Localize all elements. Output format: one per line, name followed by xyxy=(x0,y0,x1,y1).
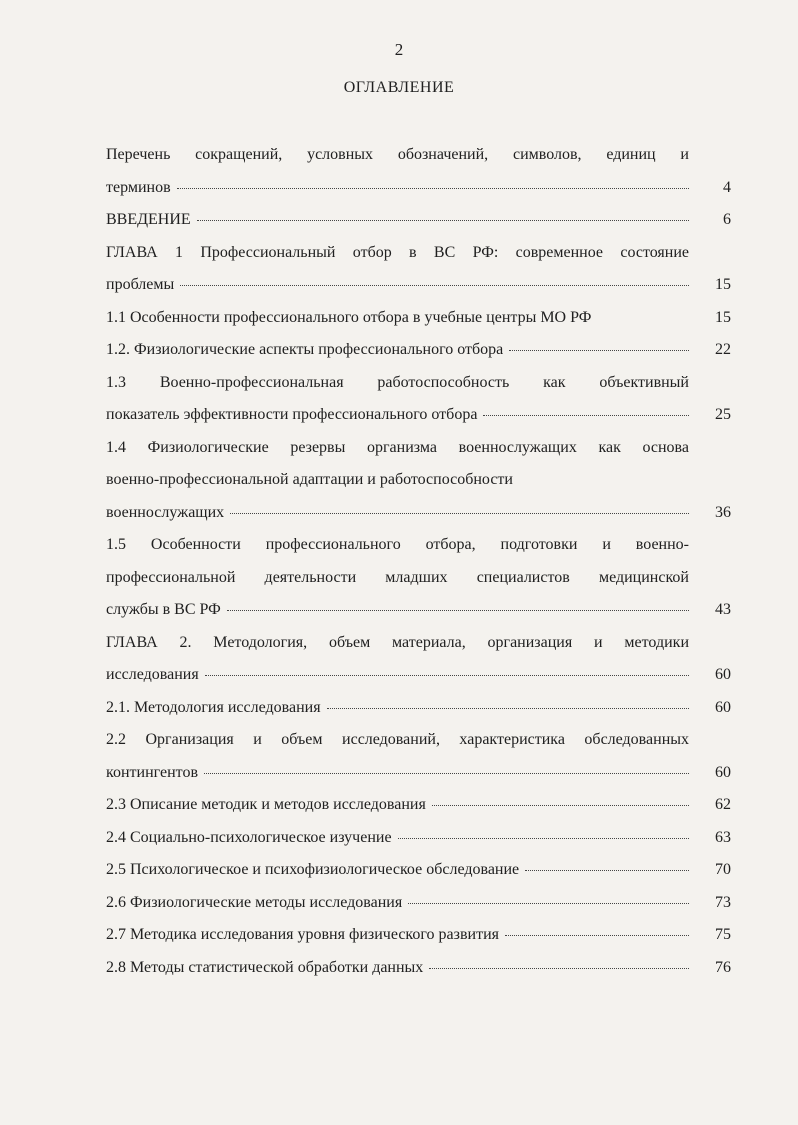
toc-page-number: 60 xyxy=(715,698,731,716)
toc-entry-line: 1.4 Физиологические резервы организма военнослужащих как основа xyxy=(106,438,689,456)
toc-page-number: 60 xyxy=(715,763,731,781)
toc-page-number: 36 xyxy=(715,503,731,521)
toc-entry-1-1[interactable] xyxy=(106,302,737,335)
toc-entry-chapter-1[interactable] xyxy=(106,237,737,302)
toc-page-number: 6 xyxy=(723,211,731,228)
page-title: ОГЛАВЛЕНИЕ xyxy=(343,79,455,96)
toc-entry-2-4[interactable] xyxy=(106,822,737,855)
toc-entry-line: 1.3 Военно-профессиональная работоспособность как объективный xyxy=(106,373,689,391)
toc-entry-line: 1.1 Особенности профессионального отбора в учебные центры МО РФ xyxy=(106,308,592,326)
dot-leader xyxy=(205,674,689,676)
toc-entry-1-4[interactable] xyxy=(106,432,737,530)
toc-entry-2-5[interactable] xyxy=(106,854,737,887)
dot-leader xyxy=(483,414,689,416)
toc-entry-2-2[interactable] xyxy=(106,724,737,789)
toc-entry-2-8[interactable] xyxy=(106,952,737,985)
toc-entry-line: 2.5 Психологическое и психофизиологическое обследование xyxy=(106,861,520,878)
toc-entry-line: 2.1. Методология исследования xyxy=(106,698,321,716)
toc-entry-line: профессиональной деятельности младших специалистов медицинской xyxy=(106,568,689,586)
toc-page-number: 76 xyxy=(715,958,731,976)
toc-page-number: 70 xyxy=(715,861,731,878)
toc-page-number: 4 xyxy=(723,178,731,196)
toc-page-number: 73 xyxy=(715,893,731,911)
toc-entry-line: 2.3 Описание методик и методов исследования xyxy=(106,796,426,813)
toc-entry-line: исследования xyxy=(106,666,199,683)
toc-page-number: 15 xyxy=(715,308,731,326)
toc-entry-line: военнослужащих xyxy=(106,503,225,521)
dot-leader xyxy=(204,772,689,774)
toc-page-number: 25 xyxy=(715,406,731,423)
dot-leader xyxy=(429,967,689,969)
toc-entry-introduction[interactable] xyxy=(106,204,737,237)
toc-entry-line: показатель эффективности профессионального отбора xyxy=(106,406,478,423)
toc-entry-line: ВВЕДЕНИЕ xyxy=(106,211,191,228)
dot-leader xyxy=(432,804,689,806)
toc-entry-line: контингентов xyxy=(106,763,198,781)
toc-entry-line: 1.2. Физиологические аспекты профессионального отбора xyxy=(106,341,504,358)
toc-page-number: 15 xyxy=(715,276,731,293)
toc-page-number: 75 xyxy=(715,926,731,943)
dot-leader xyxy=(398,837,689,839)
dot-leader xyxy=(509,349,689,351)
toc-page-number: 22 xyxy=(715,341,731,358)
toc-entry-2-6[interactable] xyxy=(106,887,737,920)
toc-entry-line: 2.6 Физиологические методы исследования xyxy=(106,893,403,911)
dot-leader xyxy=(525,869,689,871)
dot-leader xyxy=(197,219,689,221)
dot-leader xyxy=(230,512,689,514)
toc-page-number: 60 xyxy=(715,666,731,683)
toc-entry-line: Перечень сокращений, условных обозначений, символов, единиц и xyxy=(106,146,689,163)
toc-entry-1-2[interactable] xyxy=(106,334,737,367)
dot-leader xyxy=(408,902,689,904)
dot-leader xyxy=(327,707,689,709)
toc-entry-1-3[interactable] xyxy=(106,367,737,432)
dot-leader xyxy=(177,187,689,189)
table-of-contents xyxy=(106,139,737,984)
toc-page-number: 43 xyxy=(715,601,731,618)
toc-page-number: 63 xyxy=(715,828,731,846)
toc-entry-line: 2.7 Методика исследования уровня физического развития xyxy=(106,926,499,943)
toc-entry-chapter-2[interactable] xyxy=(106,627,737,692)
toc-entry-line: 2.2 Организация и объем исследований, характеристика обследованных xyxy=(106,731,689,748)
toc-entry-line: службы в ВС РФ xyxy=(106,601,221,618)
dot-leader xyxy=(505,934,689,936)
toc-entry-line: ГЛАВА 1 Профессиональный отбор в ВС РФ: современное состояние xyxy=(106,243,689,261)
dot-leader xyxy=(180,284,689,286)
toc-entry-line: 1.5 Особенности профессионального отбора, подготовки и военно- xyxy=(106,536,689,553)
toc-entry-2-3[interactable] xyxy=(106,789,737,822)
dot-leader xyxy=(227,609,689,611)
toc-entry-line: проблемы xyxy=(106,276,175,293)
toc-entry-line: военно-профессиональной адаптации и работоспособности xyxy=(106,471,513,488)
dot-leader xyxy=(597,317,689,319)
toc-entry-2-7[interactable] xyxy=(106,919,737,952)
toc-entry-line: терминов xyxy=(106,178,171,196)
toc-entry-line: 2.4 Социально-психологическое изучение xyxy=(106,828,392,846)
toc-entry-line: 2.8 Методы статистической обработки данных xyxy=(106,958,424,976)
page-number: 2 xyxy=(394,40,404,59)
toc-entry-1-5[interactable] xyxy=(106,529,737,627)
toc-entry-2-1[interactable] xyxy=(106,692,737,725)
toc-entry-line: ГЛАВА 2. Методология, объем материала, организация и методики xyxy=(106,633,689,651)
toc-entry-abbreviations[interactable] xyxy=(106,139,737,204)
toc-page-number: 62 xyxy=(715,796,731,813)
